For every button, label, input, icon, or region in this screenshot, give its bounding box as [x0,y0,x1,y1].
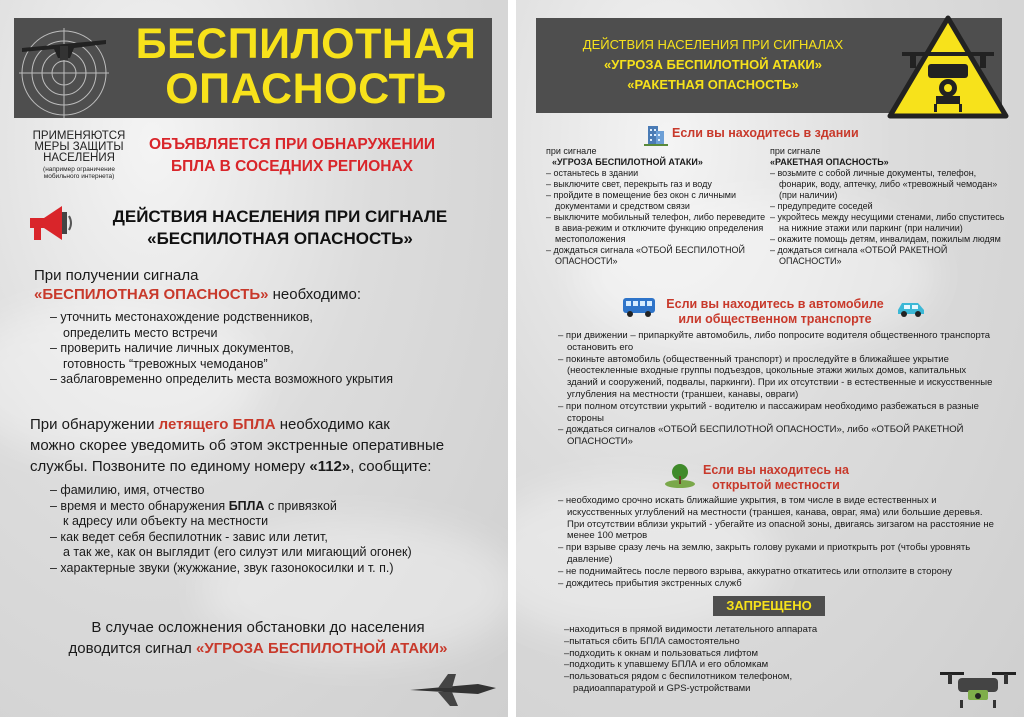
forbidden-list [564,624,864,695]
detect-post: необходимо как [275,416,390,433]
measures-note-1: (например ограничение [43,166,115,173]
list-item: – не поднимайтесь после первого взрыва, аккуратно откатитесь или отползите в сторону [558,565,953,577]
announce-text [132,134,452,178]
col2-sig-name: «РАКЕТНАЯ ОПАСНОСТЬ» [770,157,889,167]
list-item: –находиться в прямой видимости летательного аппарата [564,624,818,635]
tree-icon [664,462,696,488]
header-line-1: ДЕЙСТВИЯ НАСЕЛЕНИЯ ПРИ СИГНАЛАХ [582,37,844,52]
list-item: – проверить наличие личных документов, [50,341,294,355]
list-item: к адресу или объекту на местности [63,514,269,528]
drone-icon [408,670,498,710]
car-icon [896,298,926,318]
intro-signal: «БЕСПИЛОТНАЯ ОПАСНОСТЬ» [34,286,269,303]
list-item: – как ведет себя беспилотник - завис или летит, [50,529,328,544]
col2-list [770,168,1005,267]
header-line-2: «УГРОЗА БЕСПИЛОТНОЙ АТАКИ» [604,57,822,72]
announce-line-2: БПЛА В СОСЕДНИХ РЕГИОНАХ [171,158,413,175]
missile-danger-column [770,146,1005,267]
list-item: а так же, как он выглядит (его силуэт или мигающий огонек) [63,545,412,559]
announce-line-1: ОБЪЯВЛЯЕТСЯ ПРИ ОБНАРУЖЕНИИ [148,136,436,153]
list-item: – возьмите с собой личные документы, телефон, фонарик, воду, аптечку, либо «тревожный чемодан» (при наличии) [770,168,998,200]
measures-line-1: ПРИМЕНЯЮТСЯ [32,130,126,142]
header-text [538,35,888,95]
detect-line-2: можно скорее уведомить об этом экстренные оперативные [30,437,445,454]
list-text: с привязкой [264,498,337,513]
open-area-list [558,495,998,589]
list-item: – фамилию, имя, отчество [50,483,205,497]
list-item: – дождаться сигналов «ОТБОЙ БЕСПИЛОТНОЙ ОПАСНОСТИ», либо «ОТБОЙ РАКЕТНОЙ ОПАСНОСТИ» [558,424,964,448]
actions-line-2: «БЕСПИЛОТНАЯ ОПАСНОСТЬ» [147,229,413,248]
title-line-1: БЕСПИЛОТНАЯ [135,20,477,68]
drone-icon [14,18,114,118]
right-poster [516,0,1024,717]
col1-sig-name: «УГРОЗА БЕСПИЛОТНОЙ АТАКИ» [552,157,703,167]
vehicle-heading [658,297,892,327]
list-item: – выключите свет, перекрыть газ и воду [546,179,712,189]
col2-sig-label: при сигнале [770,146,821,156]
measures-line-3: НАСЕЛЕНИЯ [43,152,115,164]
list-item: – необходимо срочно искать ближайшие укрытия, в том числе в виде естественных и искусственных углублений на местности (траншея, канава, овраг, яма) или большие деревья. При отсутствии вблизи укрытий - убегайте из опасной зоны, двигаясь зигзагом на расстояние не менее 100 метров [558,495,994,542]
list-item: – покиньте автомобиль (общественный транспорт) и проследуйте в ближайшее укрытие (неостекленные входные группы подъездов, цокольные этажи жилых домов, капитальных зданий и сооружений, подвалы, паркинги). При их отсутствии - в естественные и искусственные углубления на местности (траншеи, канавы, овраги) [558,353,993,400]
detect-red: летящего БПЛА [158,416,276,433]
list-item: – при полном отсутствии укрытий - водителю и пассажирам необходимо разбежаться в разные стороны [558,400,979,424]
actions-heading [72,206,488,250]
list-item: – заблаговременно определить места возможного укрытия [50,372,393,386]
list-item: – пройдите в помещение без окон с личными документами и средством связи [546,190,737,211]
list-item: – предупредите соседей [770,201,873,211]
building-icon [644,122,668,146]
vehicle-heading-line-2: или общественном транспорте [678,312,872,326]
warning-drone-icon [884,12,1012,124]
forbidden-badge: ЗАПРЕЩЕНО [713,596,825,616]
vehicle-list [558,330,998,448]
final-pre: доводится сигнал [68,640,196,657]
list-item: – при движении – припаркуйте автомобиль, либо попросите водителя общественного транспорта остановить его [558,330,991,353]
list-item: – дождаться сигнала «ОТБОЙ РАКЕТНОЙ ОПАСНОСТИ» [770,245,948,266]
list-item: – уточнить местонахождение родственников, [50,310,313,324]
list-text: – время и место обнаружения [50,498,229,513]
page-title [120,22,492,112]
preparation-list [50,310,490,388]
list-item: – при взрыве сразу лечь на землю, закрыть голову руками и приоткрыть рот (чтобы уровнять давление) [558,542,971,565]
vehicle-heading-line-1: Если вы находитесь в автомобиле [666,297,884,311]
final-paragraph [28,617,488,659]
header-line-3: «РАКЕТНАЯ ОПАСНОСТЬ» [627,77,799,92]
list-item: – укройтесь между несущими стенами, либо спуститесь на нижние этажи или паркинг (при наличии) [770,212,1005,233]
measures-note-2: мобильного интернета) [43,173,115,180]
list-item: –подходить к окнам и пользоваться лифтом [564,647,759,659]
detect-pre: При обнаружении [30,416,159,433]
list-item: – окажите помощь детям, инвалидам, пожилым людям [770,234,1001,244]
list-item: – дождитесь прибытия экстренных служб [558,577,742,589]
measures-line-2: МЕРЫ ЗАЩИТЫ [34,141,124,153]
list-bold: БПЛА [228,498,265,513]
col1-sig-label: при сигнале [546,146,597,156]
list-item: –подходить к упавшему БПЛА и его обломкам [564,659,769,671]
report-list [50,483,490,576]
bus-icon [622,296,656,318]
open-heading-line-1: Если вы находитесь на [703,463,849,477]
detect-line-3-post: , сообщите: [350,458,432,475]
drone-icon [936,660,1020,710]
list-item: –пользоваться рядом с беспилотником телефоном, радиоаппаратурой и GPS-устройствами [564,671,793,694]
detect-line-3: службы. Позвоните по единому номеру [30,458,310,475]
final-line-1: В случае осложнения обстановки до населения [91,619,425,636]
detection-paragraph [30,414,496,477]
protection-measures-note [20,131,138,180]
list-item: –пытаться сбить БПЛА самостоятельно [564,635,740,647]
left-poster [0,0,508,717]
open-area-heading [696,463,856,493]
title-line-2: ОПАСНОСТЬ [165,65,447,113]
megaphone-icon [24,198,74,248]
list-item: – характерные звуки (жужжание, звук газонокосилки и т. п.) [50,560,394,575]
intro-paragraph [34,266,494,304]
list-item: определить место встречи [63,325,218,340]
intro-line-1: При получении сигнала [34,267,199,284]
emergency-number: «112» [309,458,351,475]
actions-line-1: ДЕЙСТВИЯ НАСЕЛЕНИЯ ПРИ СИГНАЛЕ [112,207,448,226]
final-red: «УГРОЗА БЕСПИЛОТНОЙ АТАКИ» [195,640,448,657]
list-item [50,499,490,515]
col1-list [546,168,771,267]
intro-rest: необходимо: [268,286,362,303]
list-item: – выключите мобильный телефон, либо переведите в авиа-режим и отключите функцию определения местоположения [546,212,766,244]
open-heading-line-2: открытой местности [712,478,840,492]
list-item: готовность “тревожных чемоданов” [63,356,268,371]
uav-threat-column [546,146,771,267]
list-item: – останьтесь в здании [546,168,639,178]
building-heading: Если вы находитесь в здании [672,126,859,140]
list-item: – дождаться сигнала «ОТБОЙ БЕСПИЛОТНОЙ ОПАСНОСТИ» [546,245,745,266]
